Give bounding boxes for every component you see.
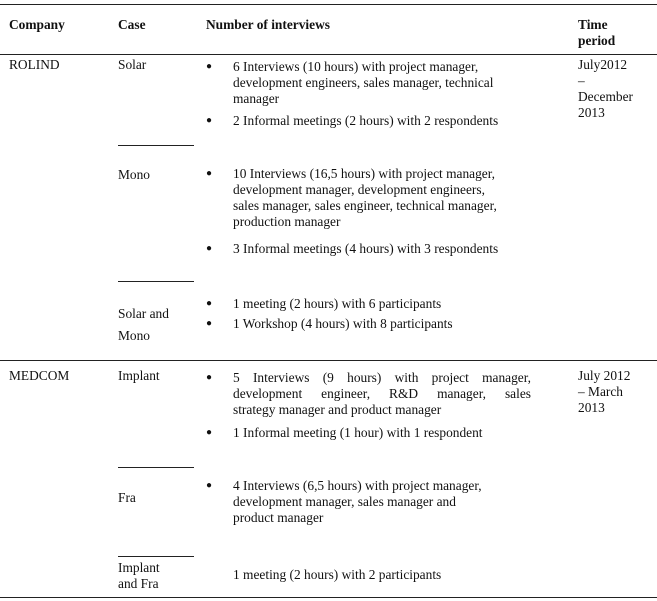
interview-item: 4 Interviews (6,5 hours) with project manager, development manager, sales manager and product manager [233, 478, 482, 525]
bullet-icon: ● [206, 318, 213, 329]
interview-item: 10 Interviews (16,5 hours) with project manager, development manager, development engineers, sales manager, sales engineer, technical manager, production manager [233, 166, 497, 229]
case-separator [118, 556, 194, 557]
interview-item: 6 Interviews (10 hours) with project manager, development engineers, sales manager, technical manager [233, 59, 494, 106]
case-cell: Implant and Fra [118, 560, 160, 591]
interview-item: 5 Interviews (9 hours) with project manager, development engineer, R&D manager, sales strategy manager and product manager [233, 370, 531, 417]
case-cell: Fra [118, 490, 136, 505]
bullet-icon: ● [206, 61, 213, 72]
case-cell: Mono [118, 167, 150, 182]
interview-item: 1 meeting (2 hours) with 2 participants [233, 567, 442, 582]
interview-item: 3 Informal meetings (4 hours) with 3 respondents [233, 241, 499, 256]
bullet-icon: ● [206, 115, 213, 126]
case-cell: Solar and Mono [118, 306, 169, 343]
bullet-icon: ● [206, 168, 213, 179]
header-company: Company [9, 17, 65, 32]
header-case: Case [118, 17, 146, 32]
case-separator [118, 145, 194, 146]
case-cell: Solar [118, 57, 147, 72]
interview-item: 1 meeting (2 hours) with 6 participants [233, 296, 442, 311]
bullet-icon: ● [206, 298, 213, 309]
bullet-icon: ● [206, 372, 213, 383]
header-bottom-rule [0, 54, 657, 55]
interview-item: 1 Workshop (4 hours) with 8 participants [233, 316, 453, 331]
section-divider-rule [0, 360, 657, 361]
interview-item: 2 Informal meetings (2 hours) with 2 respondents [233, 113, 499, 128]
period-cell: July2012 – December 2013 [578, 57, 634, 120]
bullet-icon: ● [206, 243, 213, 254]
table-bottom-rule [0, 597, 657, 598]
bullet-icon: ● [206, 480, 213, 491]
case-cell: Implant [118, 368, 160, 383]
table-top-rule [0, 4, 657, 5]
period-cell: July 2012 – March 2013 [578, 368, 631, 415]
header-period: Time period [578, 17, 616, 48]
company-cell: MEDCOM [9, 368, 70, 383]
bullet-icon: ● [206, 427, 213, 438]
case-separator [118, 281, 194, 282]
company-cell: ROLIND [9, 57, 60, 72]
case-separator [118, 467, 194, 468]
interview-item: 1 Informal meeting (1 hour) with 1 respondent [233, 425, 483, 440]
header-interviews: Number of interviews [206, 17, 330, 32]
